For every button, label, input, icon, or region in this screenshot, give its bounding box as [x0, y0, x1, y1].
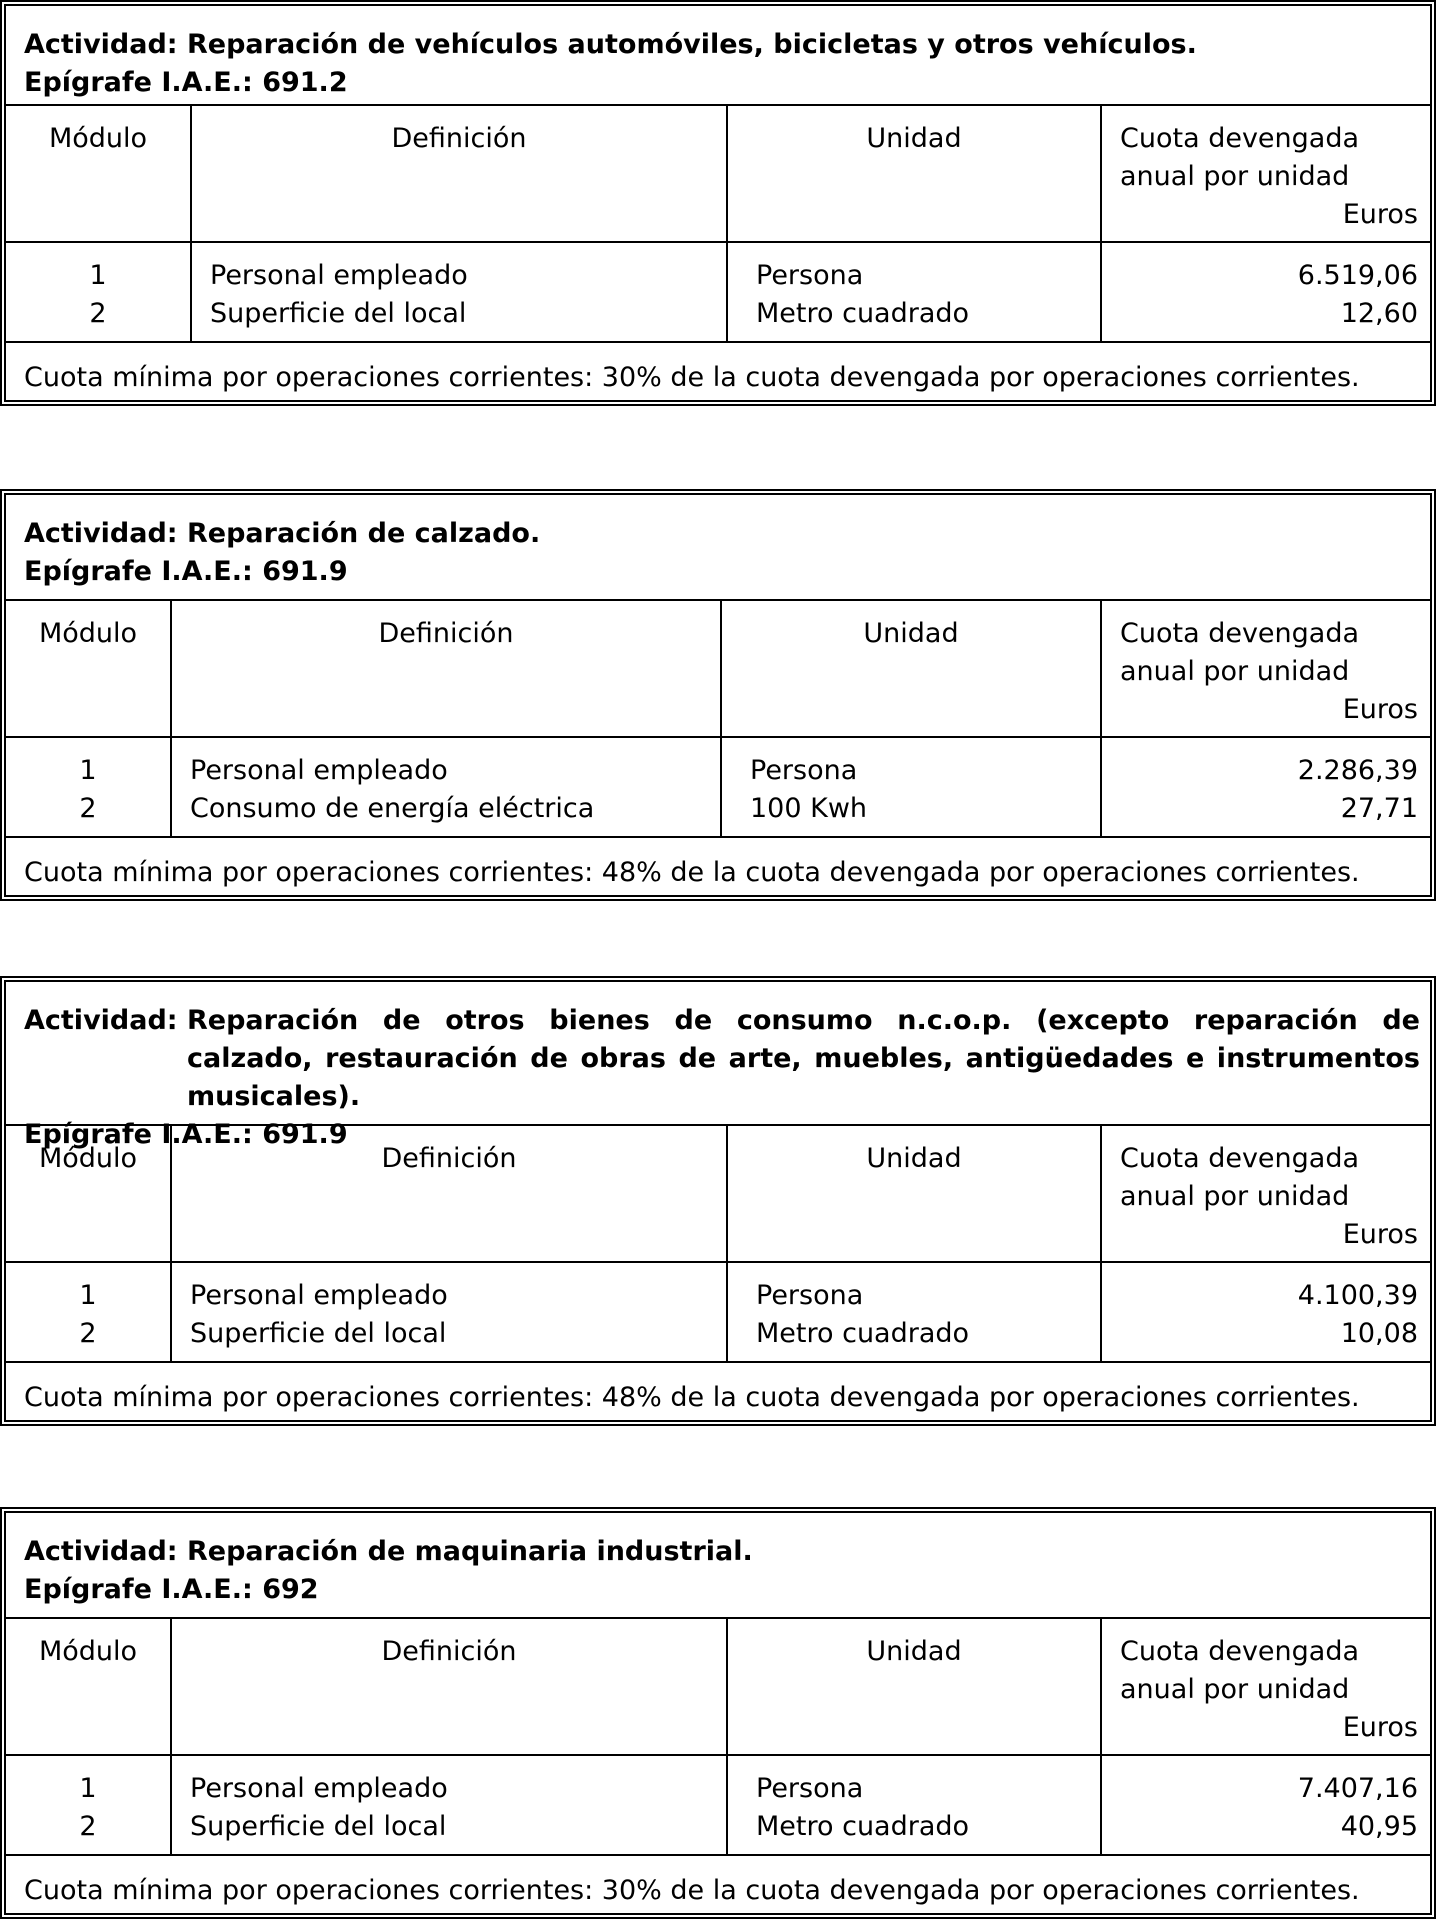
- row-2-unidad: Metro cuadrado: [756, 298, 970, 329]
- row-1-definicion: Personal empleado: [190, 1773, 448, 1804]
- modules-table: [6, 601, 1430, 838]
- header-cuota-line-1: Cuota devengada: [1120, 1143, 1360, 1174]
- row-2-definicion: Consumo de energía eléctrica: [190, 793, 595, 824]
- header-unidad: Unidad: [728, 1126, 1102, 1263]
- row-1-cuota: 6.519,06: [1297, 260, 1418, 291]
- activity-text: Reparación de maquinaria industrial.: [187, 1536, 753, 1567]
- header-unidad: Unidad: [722, 601, 1102, 738]
- header-cuota-currency: Euros: [1342, 1712, 1418, 1743]
- row-2-unidad: 100 Kwh: [750, 793, 868, 824]
- header-cuota-line-2: anual por unidad: [1120, 656, 1350, 687]
- epigrafe-label: Epígrafe I.A.E.: 691.9: [24, 556, 348, 587]
- modules-table: [6, 1619, 1430, 1856]
- header-unidad: Unidad: [728, 1619, 1102, 1756]
- row-2-unidad: Metro cuadrado: [756, 1811, 970, 1842]
- activity-header: [6, 495, 1430, 601]
- row-2-cuota: 27,71: [1340, 793, 1418, 824]
- activity-table-vehiculos: [0, 0, 1436, 406]
- column-definicion-values: [172, 738, 722, 838]
- header-modulo: Módulo: [6, 601, 172, 738]
- row-1-definicion: Personal empleado: [210, 260, 468, 291]
- activity-text: Reparación de otros bienes de consumo n.c.o.p. (excepto reparación de calzado, restauración de obras de arte, muebles, antigüedades e instrumentos musicales).: [187, 1005, 1420, 1112]
- modules-table: [6, 106, 1430, 343]
- column-definicion-values: [172, 1263, 728, 1363]
- epigrafe-label: Epígrafe I.A.E.: 692: [24, 1574, 319, 1605]
- row-1-unidad: Persona: [756, 260, 864, 291]
- header-cuota: [1102, 1619, 1430, 1756]
- minimum-quota-note: Cuota mínima por operaciones corrientes: 48% de la cuota devengada por operaciones corrientes.: [24, 1382, 1360, 1413]
- row-2-modulo: 2: [79, 1811, 97, 1842]
- activity-line: [24, 26, 1430, 64]
- row-1-definicion: Personal empleado: [190, 1280, 448, 1311]
- activity-label: Actividad:: [24, 1005, 178, 1036]
- header-cuota: [1102, 601, 1430, 738]
- activity-line: [24, 515, 1430, 553]
- row-1-definicion: Personal empleado: [190, 755, 448, 786]
- row-1-cuota: 2.286,39: [1297, 755, 1418, 786]
- row-1-unidad: Persona: [756, 1280, 864, 1311]
- header-definicion: Definición: [172, 1126, 728, 1263]
- header-cuota-line-2: anual por unidad: [1120, 161, 1350, 192]
- column-definicion-values: [172, 1756, 728, 1856]
- row-2-unidad: Metro cuadrado: [756, 1318, 970, 1349]
- row-1-unidad: Persona: [750, 755, 858, 786]
- row-1-cuota: 7.407,16: [1297, 1773, 1418, 1804]
- epigrafe-label: Epígrafe I.A.E.: 691.2: [24, 67, 348, 98]
- column-unidad-values: [722, 738, 1102, 838]
- header-definicion: Definición: [192, 106, 728, 243]
- minimum-quota-note: Cuota mínima por operaciones corrientes: 48% de la cuota devengada por operaciones corrientes.: [24, 857, 1360, 888]
- activity-table-calzado: [0, 489, 1436, 901]
- activity-text: Reparación de vehículos automóviles, bicicletas y otros vehículos.: [187, 29, 1197, 60]
- row-1-modulo: 1: [79, 755, 97, 786]
- header-cuota-line-1: Cuota devengada: [1120, 123, 1360, 154]
- column-modulo-values: [6, 1756, 172, 1856]
- header-cuota-currency: Euros: [1342, 199, 1418, 230]
- activity-line: [24, 1533, 1430, 1571]
- header-cuota-line-1: Cuota devengada: [1120, 1636, 1360, 1667]
- header-definicion: Definición: [172, 1619, 728, 1756]
- row-2-definicion: Superficie del local: [210, 298, 467, 329]
- header-cuota-line-2: anual por unidad: [1120, 1181, 1350, 1212]
- column-cuota-values: [1102, 1263, 1430, 1363]
- header-unidad: Unidad: [728, 106, 1102, 243]
- row-1-modulo: 1: [79, 1280, 97, 1311]
- activity-line: [24, 1002, 1430, 1116]
- header-cuota-currency: Euros: [1342, 1219, 1418, 1250]
- column-modulo-values: [6, 738, 172, 838]
- row-1-modulo: 1: [79, 1773, 97, 1804]
- minimum-quota-note: Cuota mínima por operaciones corrientes: 30% de la cuota devengada por operaciones corrientes.: [24, 362, 1360, 393]
- header-modulo: Módulo: [6, 1126, 172, 1263]
- row-2-definicion: Superficie del local: [190, 1811, 447, 1842]
- header-modulo: Módulo: [6, 106, 192, 243]
- header-cuota-line-1: Cuota devengada: [1120, 618, 1360, 649]
- column-cuota-values: [1102, 1756, 1430, 1856]
- row-2-modulo: 2: [79, 793, 97, 824]
- minimum-quota-note: Cuota mínima por operaciones corrientes: 30% de la cuota devengada por operaciones corrientes.: [24, 1875, 1360, 1906]
- column-cuota-values: [1102, 243, 1430, 343]
- column-unidad-values: [728, 1756, 1102, 1856]
- row-1-unidad: Persona: [756, 1773, 864, 1804]
- column-definicion-values: [192, 243, 728, 343]
- header-cuota-currency: Euros: [1342, 694, 1418, 725]
- row-2-modulo: 2: [79, 1318, 97, 1349]
- epigrafe-label: Epígrafe I.A.E.: 691.9: [24, 1119, 348, 1150]
- row-2-definicion: Superficie del local: [190, 1318, 447, 1349]
- activity-header: [6, 982, 1430, 1150]
- row-1-modulo: 1: [89, 260, 107, 291]
- activity-label: Actividad:: [24, 29, 178, 60]
- header-definicion: Definición: [172, 601, 722, 738]
- column-modulo-values: [6, 1263, 172, 1363]
- activity-table-otros-bienes: [0, 976, 1436, 1426]
- header-cuota-line-2: anual por unidad: [1120, 1674, 1350, 1705]
- header-cuota: [1102, 106, 1430, 243]
- row-2-cuota: 10,08: [1340, 1318, 1418, 1349]
- column-unidad-values: [728, 1263, 1102, 1363]
- row-2-modulo: 2: [89, 298, 107, 329]
- row-1-cuota: 4.100,39: [1297, 1280, 1418, 1311]
- header-modulo: Módulo: [6, 1619, 172, 1756]
- column-unidad-values: [728, 243, 1102, 343]
- activity-header: [6, 6, 1430, 106]
- activity-label: Actividad:: [24, 518, 178, 549]
- header-cuota: [1102, 1126, 1430, 1263]
- modules-table: [6, 1126, 1430, 1363]
- column-cuota-values: [1102, 738, 1430, 838]
- activity-table-maquinaria: [0, 1507, 1436, 1919]
- activity-label: Actividad:: [24, 1536, 178, 1567]
- activity-text: Reparación de calzado.: [187, 518, 541, 549]
- column-modulo-values: [6, 243, 192, 343]
- row-2-cuota: 12,60: [1340, 298, 1418, 329]
- row-2-cuota: 40,95: [1340, 1811, 1418, 1842]
- activity-header: [6, 1513, 1430, 1619]
